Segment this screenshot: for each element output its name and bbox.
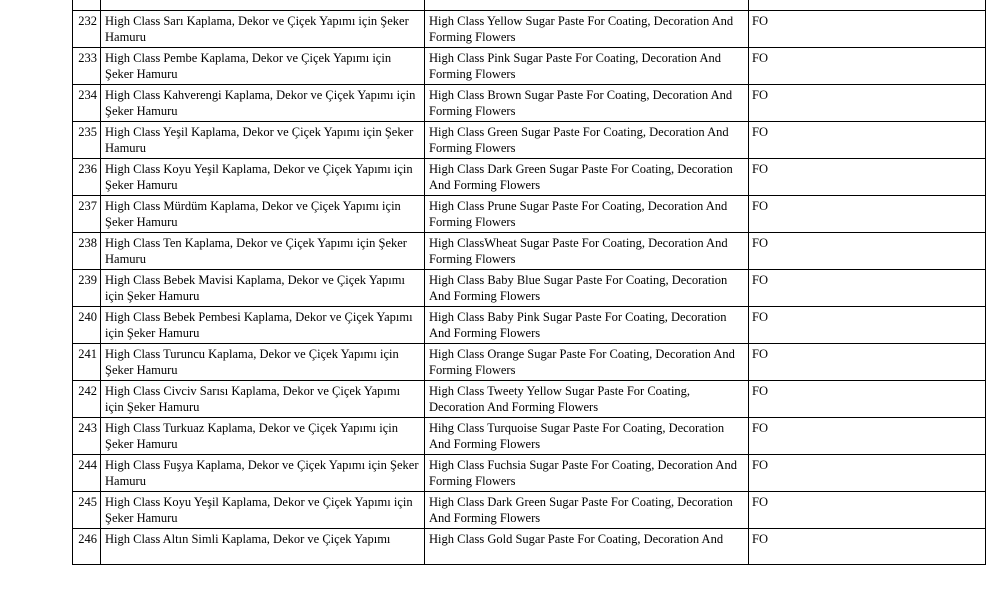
row-number-cell: 234	[73, 85, 101, 122]
table-row	[73, 529, 986, 565]
row-number-cell	[73, 0, 101, 11]
code-cell: FO	[749, 11, 986, 48]
table-row	[73, 48, 986, 85]
code-cell: FO	[749, 381, 986, 418]
turkish-name-cell: High Class Koyu Yeşil Kaplama, Dekor ve Çiçek Yapımı için Şeker Hamuru	[101, 159, 425, 196]
turkish-name-cell: High Class Kahverengi Kaplama, Dekor ve Çiçek Yapımı için Şeker Hamuru	[101, 85, 425, 122]
turkish-name-cell	[101, 0, 425, 11]
english-name-cell: High Class Orange Sugar Paste For Coating, Decoration And Forming Flowers	[425, 344, 749, 381]
code-cell: FO	[749, 344, 986, 381]
turkish-name-cell: High Class Turkuaz Kaplama, Dekor ve Çiçek Yapımı için Şeker Hamuru	[101, 418, 425, 455]
english-name-cell: High Class Brown Sugar Paste For Coating, Decoration And Forming Flowers	[425, 85, 749, 122]
row-number-cell: 241	[73, 344, 101, 381]
english-name-cell	[425, 0, 749, 11]
table-row	[73, 344, 986, 381]
code-cell: FO	[749, 159, 986, 196]
table-row	[73, 85, 986, 122]
english-name-cell: High Class Gold Sugar Paste For Coating, Decoration And	[425, 529, 749, 565]
row-number-cell: 244	[73, 455, 101, 492]
turkish-name-cell: High Class Sarı Kaplama, Dekor ve Çiçek Yapımı için Şeker Hamuru	[101, 11, 425, 48]
product-table-body	[73, 0, 986, 565]
code-cell: FO	[749, 85, 986, 122]
code-cell: FO	[749, 529, 986, 565]
code-cell: FO	[749, 122, 986, 159]
turkish-name-cell: High Class Yeşil Kaplama, Dekor ve Çiçek Yapımı için Şeker Hamuru	[101, 122, 425, 159]
turkish-name-cell: High Class Bebek Mavisi Kaplama, Dekor ve Çiçek Yapımı için Şeker Hamuru	[101, 270, 425, 307]
row-number-cell: 238	[73, 233, 101, 270]
code-cell: FO	[749, 233, 986, 270]
row-number-cell: 242	[73, 381, 101, 418]
english-name-cell: High Class Green Sugar Paste For Coating, Decoration And Forming Flowers	[425, 122, 749, 159]
turkish-name-cell: High Class Turuncu Kaplama, Dekor ve Çiçek Yapımı için Şeker Hamuru	[101, 344, 425, 381]
turkish-name-cell: High Class Altın Simli Kaplama, Dekor ve Çiçek Yapımı	[101, 529, 425, 565]
english-name-cell: High Class Dark Green Sugar Paste For Coating, Decoration And Forming Flowers	[425, 159, 749, 196]
turkish-name-cell: High Class Pembe Kaplama, Dekor ve Çiçek Yapımı için Şeker Hamuru	[101, 48, 425, 85]
english-name-cell: High Class Baby Pink Sugar Paste For Coating, Decoration And Forming Flowers	[425, 307, 749, 344]
english-name-cell: High Class Fuchsia Sugar Paste For Coating, Decoration And Forming Flowers	[425, 455, 749, 492]
table-row	[73, 0, 986, 11]
english-name-cell: High Class Yellow Sugar Paste For Coating, Decoration And Forming Flowers	[425, 11, 749, 48]
row-number-cell: 239	[73, 270, 101, 307]
turkish-name-cell: High Class Koyu Yeşil Kaplama, Dekor ve Çiçek Yapımı için Şeker Hamuru	[101, 492, 425, 529]
code-cell: FO	[749, 196, 986, 233]
row-number-cell: 243	[73, 418, 101, 455]
code-cell: FO	[749, 307, 986, 344]
row-number-cell: 246	[73, 529, 101, 565]
english-name-cell: High Class Baby Blue Sugar Paste For Coating, Decoration And Forming Flowers	[425, 270, 749, 307]
english-name-cell: High Class Dark Green Sugar Paste For Coating, Decoration And Forming Flowers	[425, 492, 749, 529]
turkish-name-cell: High Class Civciv Sarısı Kaplama, Dekor ve Çiçek Yapımı için Şeker Hamuru	[101, 381, 425, 418]
english-name-cell: High Class Prune Sugar Paste For Coating, Decoration And Forming Flowers	[425, 196, 749, 233]
table-row	[73, 159, 986, 196]
turkish-name-cell: High Class Bebek Pembesi Kaplama, Dekor ve Çiçek Yapımı için Şeker Hamuru	[101, 307, 425, 344]
code-cell: FO	[749, 418, 986, 455]
turkish-name-cell: High Class Fuşya Kaplama, Dekor ve Çiçek Yapımı için Şeker Hamuru	[101, 455, 425, 492]
code-cell: FO	[749, 270, 986, 307]
table-row	[73, 122, 986, 159]
table-row	[73, 381, 986, 418]
row-number-cell: 236	[73, 159, 101, 196]
table-row	[73, 11, 986, 48]
code-cell: FO	[749, 455, 986, 492]
table-row	[73, 233, 986, 270]
code-cell	[749, 0, 986, 11]
english-name-cell: High ClassWheat Sugar Paste For Coating, Decoration And Forming Flowers	[425, 233, 749, 270]
table-row	[73, 492, 986, 529]
row-number-cell: 245	[73, 492, 101, 529]
row-number-cell: 240	[73, 307, 101, 344]
english-name-cell: High Class Pink Sugar Paste For Coating, Decoration And Forming Flowers	[425, 48, 749, 85]
row-number-cell: 233	[73, 48, 101, 85]
turkish-name-cell: High Class Ten Kaplama, Dekor ve Çiçek Yapımı için Şeker Hamuru	[101, 233, 425, 270]
english-name-cell: High Class Tweety Yellow Sugar Paste For Coating, Decoration And Forming Flowers	[425, 381, 749, 418]
row-number-cell: 237	[73, 196, 101, 233]
english-name-cell: Hihg Class Turquoise Sugar Paste For Coating, Decoration And Forming Flowers	[425, 418, 749, 455]
turkish-name-cell: High Class Mürdüm Kaplama, Dekor ve Çiçek Yapımı için Şeker Hamuru	[101, 196, 425, 233]
table-row	[73, 418, 986, 455]
row-number-cell: 232	[73, 11, 101, 48]
table-row	[73, 455, 986, 492]
row-number-cell: 235	[73, 122, 101, 159]
table-row	[73, 307, 986, 344]
code-cell: FO	[749, 492, 986, 529]
table-row	[73, 270, 986, 307]
code-cell: FO	[749, 48, 986, 85]
product-table	[72, 0, 986, 565]
table-row	[73, 196, 986, 233]
